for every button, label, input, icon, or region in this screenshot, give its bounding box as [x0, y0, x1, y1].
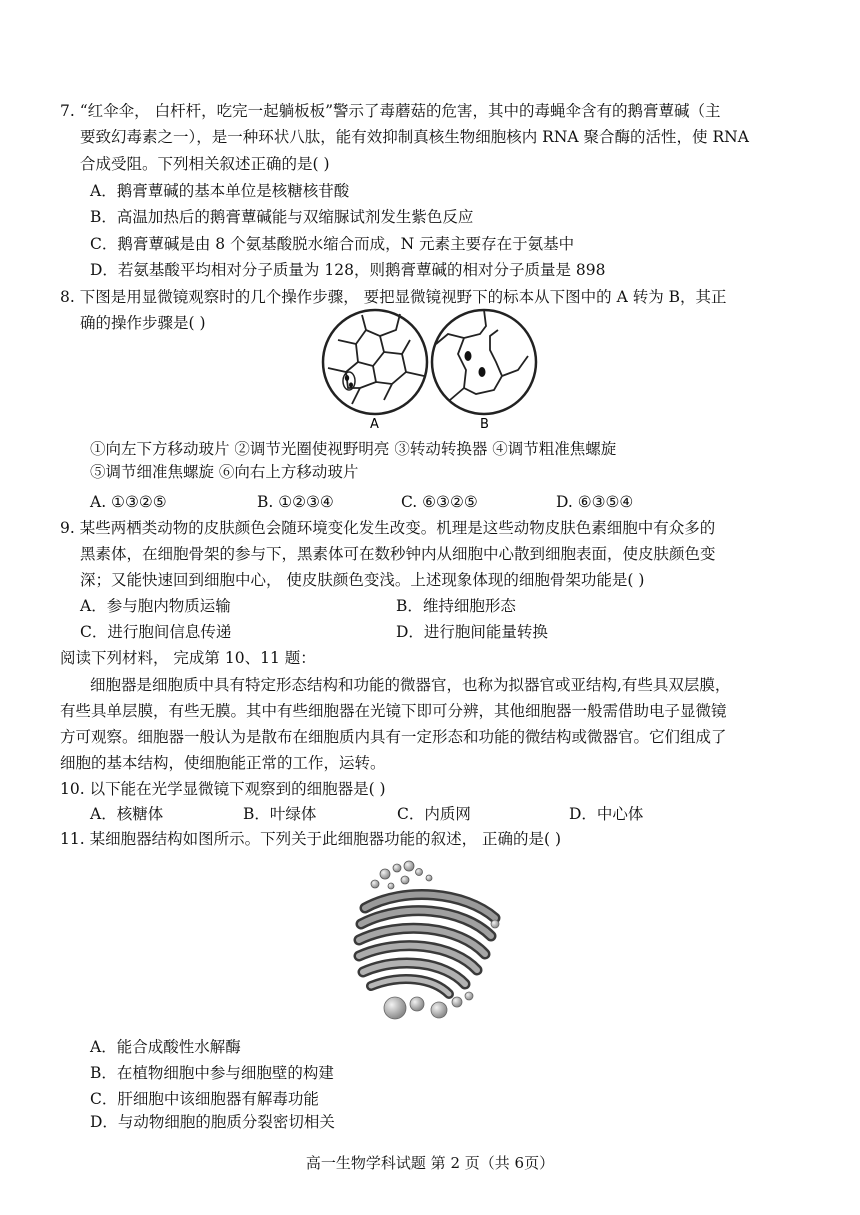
- q9-option-a: A．参与胞内物质运输: [80, 597, 231, 615]
- q8-stem-line-1: 8. 下图是用显微镜观察时的几个操作步骤， 要把显微镜视野下的标本从下图中的 A 转为 B，其正: [60, 288, 727, 306]
- q11-option-b: B．在植物细胞中参与细胞壁的构建: [90, 1064, 334, 1082]
- q9-stem-line-3: 深；又能快速回到细胞中心， 使皮肤颜色变浅。上述现象体现的细胞骨架功能是( ): [80, 571, 645, 589]
- q7-option-c: C．鹅膏蕈碱是由 8 个氨基酸脱水缩合而成，N 元素主要存在于氨基中: [90, 235, 575, 253]
- q7-stem-line-1: 7. “红伞伞， 白杆杆，吃完一起躺板板”警示了毒蘑菇的危害，其中的毒蝇伞含有的鹅膏蕈碱（主: [60, 102, 721, 120]
- reading-line-1: 细胞器是细胞质中具有特定形态结构和功能的微器官，也称为拟器官或亚结构,有些具双层膜，: [90, 676, 731, 694]
- q7-option-a: A．鹅膏蕈碱的基本单位是核糖核苷酸: [90, 182, 350, 200]
- q8-option-a: A. ①③②⑤: [90, 493, 167, 511]
- q11-stem: 11. 某细胞器结构如图所示。下列关于此细胞器功能的叙述， 正确的是( ): [60, 830, 562, 848]
- golgi-apparatus-figure: [345, 858, 505, 1028]
- q11-option-d: D．与动物细胞的胞质分裂密切相关: [90, 1113, 335, 1131]
- q9-stem-line-2: 黑素体，在细胞骨架的参与下，黑素体可在数秒钟内从细胞中心散到细胞表面，使皮肤颜色变: [80, 545, 716, 563]
- q10-option-d: D．中心体: [569, 805, 644, 823]
- q8-steps-line-1: ①向左下方移动玻片 ②调节光圈使视野明亮 ③转动转换器 ④调节粗准焦螺旋: [90, 440, 617, 458]
- q8-option-c: C. ⑥③②⑤: [401, 493, 478, 511]
- figure-label-a: A: [370, 417, 379, 432]
- q7-stem-line-3: 合成受阻。下列相关叙述正确的是( ): [80, 155, 330, 173]
- q9-option-d: D．进行胞间能量转换: [396, 623, 548, 641]
- reading-intro: 阅读下列材料， 完成第 10、11 题：: [60, 649, 316, 667]
- figure-label-b: B: [480, 417, 489, 432]
- field-a: [323, 310, 427, 414]
- q8-option-b: B. ①②③④: [257, 493, 334, 511]
- q9-option-b: B．维持细胞形态: [396, 597, 516, 615]
- q8-steps-line-2: ⑤调节细准焦螺旋 ⑥向右上方移动玻片: [90, 463, 359, 481]
- q9-option-c: C．进行胞间信息传递: [80, 623, 232, 641]
- q10-option-a: A．核糖体: [90, 805, 164, 823]
- q8-option-d: D. ⑥③⑤④: [556, 493, 634, 511]
- q7-option-b: B．高温加热后的鹅膏蕈碱能与双缩脲试剂发生紫色反应: [90, 208, 474, 226]
- q10-option-b: B．叶绿体: [243, 805, 317, 823]
- q7-stem-line-2: 要致幻毒素之一），是一种环状八肽，能有效抑制真核生物细胞核内 RNA 聚合酶的活性，使 RNA: [80, 128, 749, 146]
- q11-option-c: C．肝细胞中该细胞器有解毒功能: [90, 1090, 319, 1108]
- q10-stem: 10. 以下能在光学显微镜下观察到的细胞器是( ): [60, 780, 386, 798]
- reading-line-3: 方可观察。细胞器一般认为是散布在细胞质内具有一定形态和功能的微结构或微器官。它们组成了: [60, 728, 727, 746]
- microscope-field-figure: [318, 300, 538, 438]
- q11-option-a: A．能合成酸性水解酶: [90, 1038, 241, 1056]
- field-b: [432, 310, 536, 414]
- q9-stem-line-1: 9. 某些两栖类动物的皮肤颜色会随环境变化发生改变。机理是这些动物皮肤色素细胞中有众多的: [60, 519, 716, 537]
- reading-line-2: 有些具单层膜，有些无膜。其中有些细胞器在光镜下即可分辨，其他细胞器一般需借助电子显微镜: [60, 702, 727, 720]
- page-footer: 高一生物学科试题 第 2 页（共 6页）: [305, 1154, 555, 1172]
- reading-line-4: 细胞的基本结构，使细胞能正常的工作，运转。: [60, 754, 386, 772]
- q7-option-d: D．若氨基酸平均相对分子质量为 128，则鹅膏蕈碱的相对分子质量是 898: [90, 261, 606, 279]
- q10-option-c: C．内质网: [397, 805, 471, 823]
- q8-stem-line-2: 确的操作步骤是( ): [80, 314, 206, 332]
